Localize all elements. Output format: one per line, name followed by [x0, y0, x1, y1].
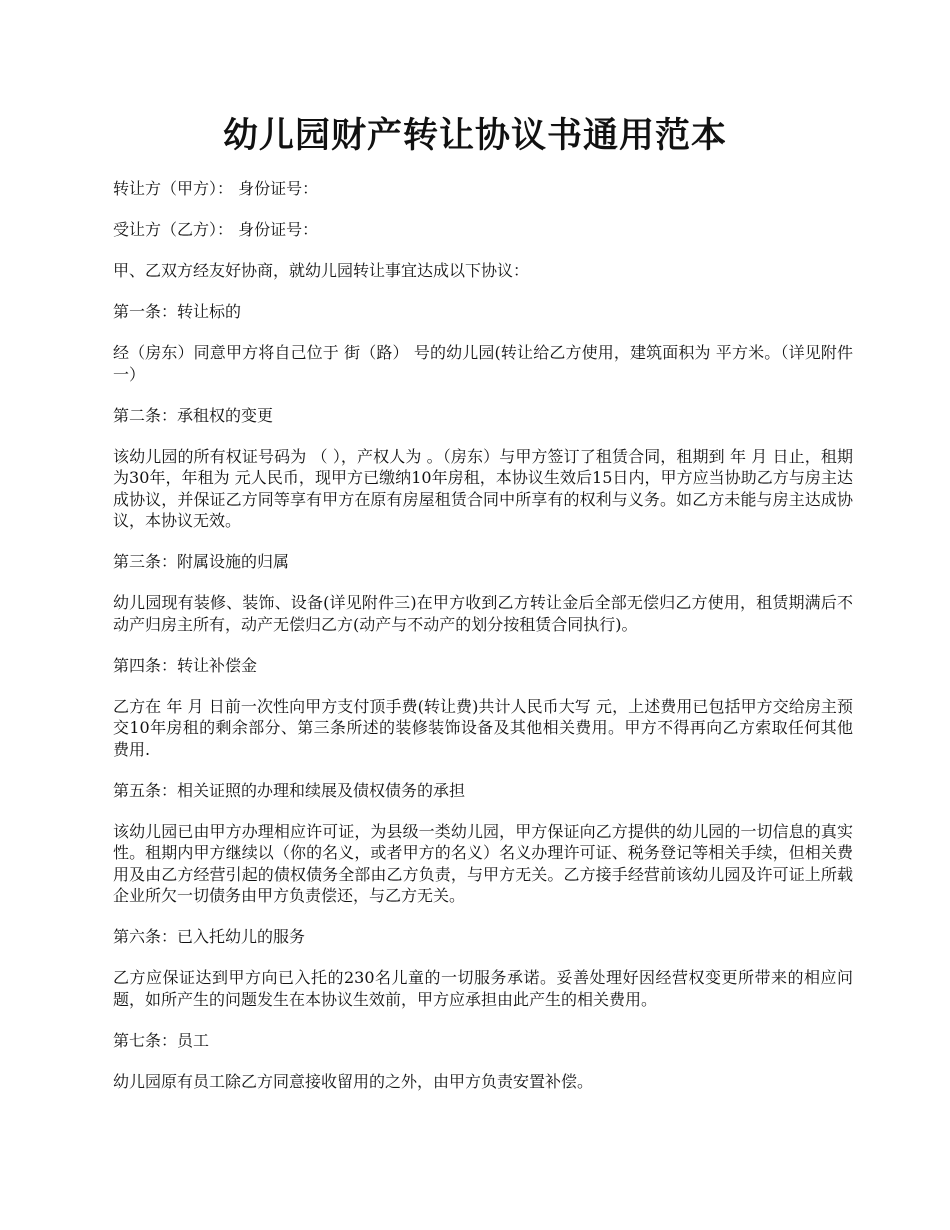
article-3-body: 幼儿园现有装修、装饰、设备(详见附件三)在甲方收到乙方转让金后全部无偿归乙方使用，租赁期满后不动产归房主所有，动产无偿归乙方(动产与不动产的划分按租赁合同执行)。 [113, 593, 853, 634]
article-6-body: 乙方应保证达到甲方向已入托的230名儿童的一切服务承诺。妥善处理好因经营权变更所带来的相应问题，如所产生的问题发生在本协议生效前，甲方应承担由此产生的相关费用。 [113, 968, 853, 1009]
article-2-heading: 第二条：承租权的变更 [113, 405, 274, 425]
party-b-line: 受让方（乙方）： 身份证号： [113, 220, 319, 239]
article-3-heading: 第三条：附属设施的归属 [113, 552, 290, 571]
article-2-body: 该幼儿园的所有权证号码为 （ ），产权人为 。（房东）与甲方签订了租赁合同，租期到 年 月 日止，租期为30年，年租为 元人民币，现甲方已缴纳10年房租，本协议生效后15日内，甲方应当协助乙方与房主达成协议，并保证乙方同等享有甲方在原有房屋租赁合同中所享有的权利与义务。如乙方未能与房主达成协议，本协议无效。 [113, 446, 853, 530]
article-6-heading: 第六条：已入托幼儿的服务 [113, 927, 306, 946]
preamble-paragraph: 甲、乙双方经友好协商，就幼儿园转让事宜达成以下协议： [113, 261, 530, 280]
article-7-heading: 第七条：员工 [113, 1030, 210, 1050]
document-title: 幼儿园财产转让协议书通用范本 [222, 115, 727, 156]
party-a-line: 转让方（甲方）： 身份证号： [113, 179, 319, 198]
article-5-heading: 第五条：相关证照的办理和续展及债权债务的承担 [113, 780, 466, 800]
article-7-body: 幼儿园原有员工除乙方同意接收留用的之外，由甲方负责安置补偿。 [113, 1071, 594, 1091]
article-1-body: 经（房东）同意甲方将自己位于 街（路） 号的幼儿园(转让给乙方使用，建筑面积为 平方米。（详见附件一） [113, 343, 853, 384]
article-4-heading: 第四条：转让补偿金 [113, 655, 258, 675]
article-5-body: 该幼儿园已由甲方办理相应许可证，为县级一类幼儿园，甲方保证向乙方提供的幼儿园的一切信息的真实性。租期内甲方继续以（你的名义，或者甲方的名义）名义办理许可证、税务登记等相关手续，但相关费用及由乙方经营引起的债权债务全部由乙方负责，与甲方无关。乙方接手经营前该幼儿园及许可证上所载企业所欠一切债务由甲方负责偿还，与乙方无关。 [113, 821, 853, 905]
article-4-body: 乙方在 年 月 日前一次性向甲方支付顶手费(转让费)共计人民币大写 元，上述费用已包括甲方交给房主预交10年房租的剩余部分、第三条所述的装修装饰设备及其他相关费用。甲方不得再向乙方索取任何其他费用. [113, 696, 853, 759]
document-body [113, 178, 853, 1112]
article-1-heading: 第一条：转让标的 [113, 302, 242, 321]
